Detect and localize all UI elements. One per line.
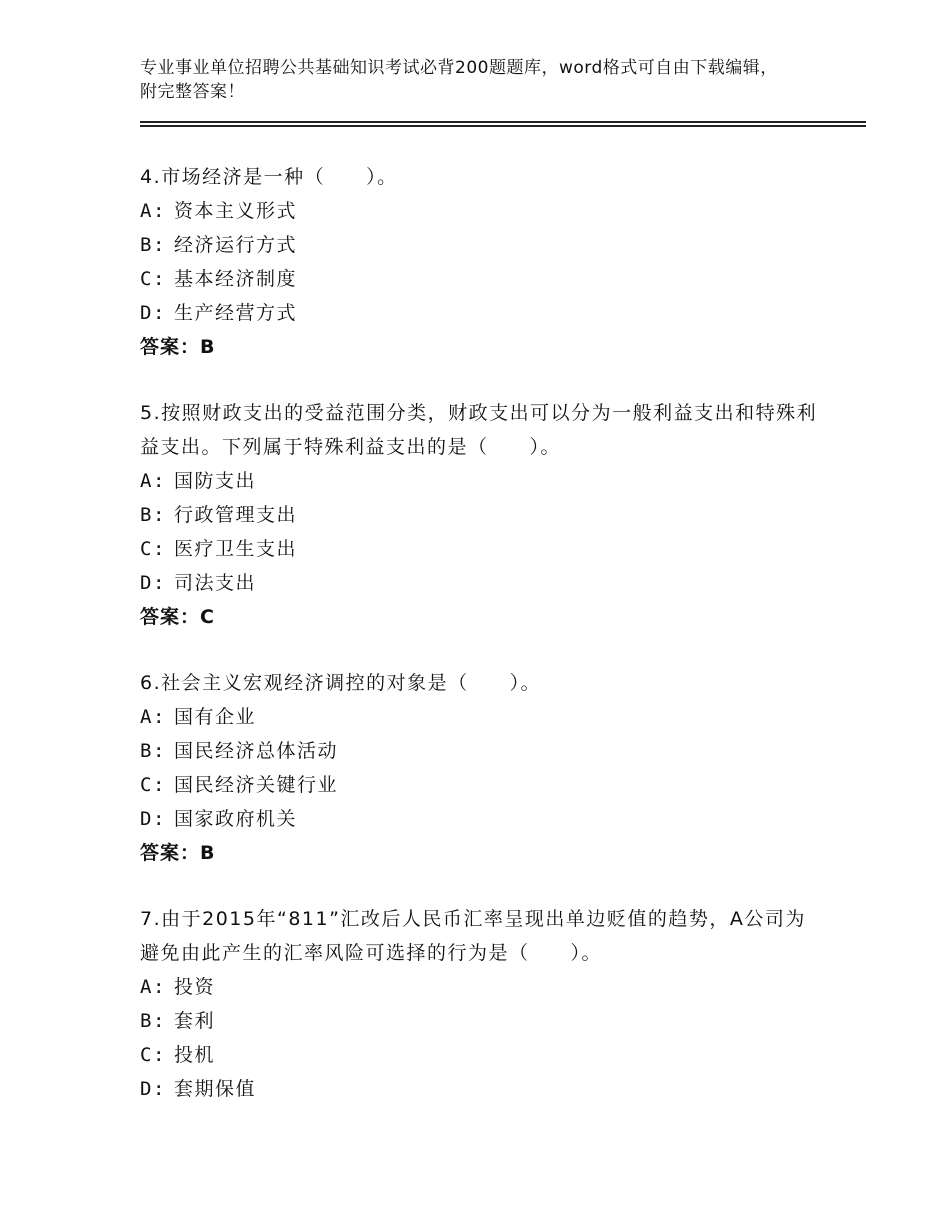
option-text: 国防支出 [174, 470, 257, 492]
question-4 [140, 160, 820, 364]
option-text: 国家政府机关 [174, 808, 298, 830]
question-7 [140, 902, 820, 1106]
option-d [140, 1072, 820, 1106]
option-text: 投资 [174, 976, 216, 998]
option-text: 基本经济制度 [174, 268, 298, 290]
option-a [140, 464, 820, 498]
option-key: A: [140, 706, 166, 728]
option-text: 套期保值 [174, 1078, 257, 1100]
option-key: B: [140, 740, 166, 762]
question-6 [140, 666, 820, 870]
option-a [140, 194, 820, 228]
option-text: 国民经济关键行业 [174, 774, 339, 796]
question-stem: 7.由于2015年“811”汇改后人民币汇率呈现出单边贬值的趋势，A公司为避免由此产生的汇率风险可选择的行为是（ ）。 [140, 908, 806, 964]
option-b [140, 1004, 820, 1038]
option-key: C: [140, 774, 166, 796]
answer-label: 答案：B [140, 336, 216, 358]
option-key: B: [140, 504, 166, 526]
option-text: 生产经营方式 [174, 302, 298, 324]
option-key: B: [140, 1010, 166, 1032]
header-rule-top [140, 121, 866, 123]
option-d [140, 802, 820, 836]
header-rule-bottom [140, 125, 866, 127]
question-stem: 4.市场经济是一种（ ）。 [140, 166, 398, 188]
option-a [140, 970, 820, 1004]
question-5 [140, 396, 820, 634]
option-text: 投机 [174, 1044, 216, 1066]
option-b [140, 498, 820, 532]
answer-label: 答案：C [140, 606, 215, 628]
option-key: B: [140, 234, 166, 256]
option-text: 套利 [174, 1010, 216, 1032]
option-key: D: [140, 302, 166, 324]
option-text: 国有企业 [174, 706, 257, 728]
option-text: 司法支出 [174, 572, 257, 594]
question-list [140, 160, 820, 1138]
option-key: A: [140, 976, 166, 998]
option-a [140, 700, 820, 734]
option-key: D: [140, 808, 166, 830]
option-c [140, 1038, 820, 1072]
option-d [140, 296, 820, 330]
option-key: A: [140, 200, 166, 222]
option-c [140, 532, 820, 566]
option-d [140, 566, 820, 600]
option-text: 国民经济总体活动 [174, 740, 339, 762]
option-c [140, 262, 820, 296]
option-b [140, 228, 820, 262]
option-key: D: [140, 1078, 166, 1100]
option-key: C: [140, 1044, 166, 1066]
option-key: A: [140, 470, 166, 492]
option-text: 行政管理支出 [174, 504, 298, 526]
option-key: C: [140, 268, 166, 290]
answer-label: 答案：B [140, 842, 216, 864]
option-b [140, 734, 820, 768]
question-stem: 6.社会主义宏观经济调控的对象是（ ）。 [140, 672, 542, 694]
option-c [140, 768, 820, 802]
option-key: D: [140, 572, 166, 594]
option-text: 经济运行方式 [174, 234, 298, 256]
document-header: 专业事业单位招聘公共基础知识考试必背200题题库，word格式可自由下载编辑，附完整答案！ [140, 58, 778, 102]
option-text: 资本主义形式 [174, 200, 298, 222]
question-stem: 5.按照财政支出的受益范围分类，财政支出可以分为一般利益支出和特殊利益支出。下列属于特殊利益支出的是（ ）。 [140, 402, 818, 458]
option-text: 医疗卫生支出 [174, 538, 298, 560]
option-key: C: [140, 538, 166, 560]
